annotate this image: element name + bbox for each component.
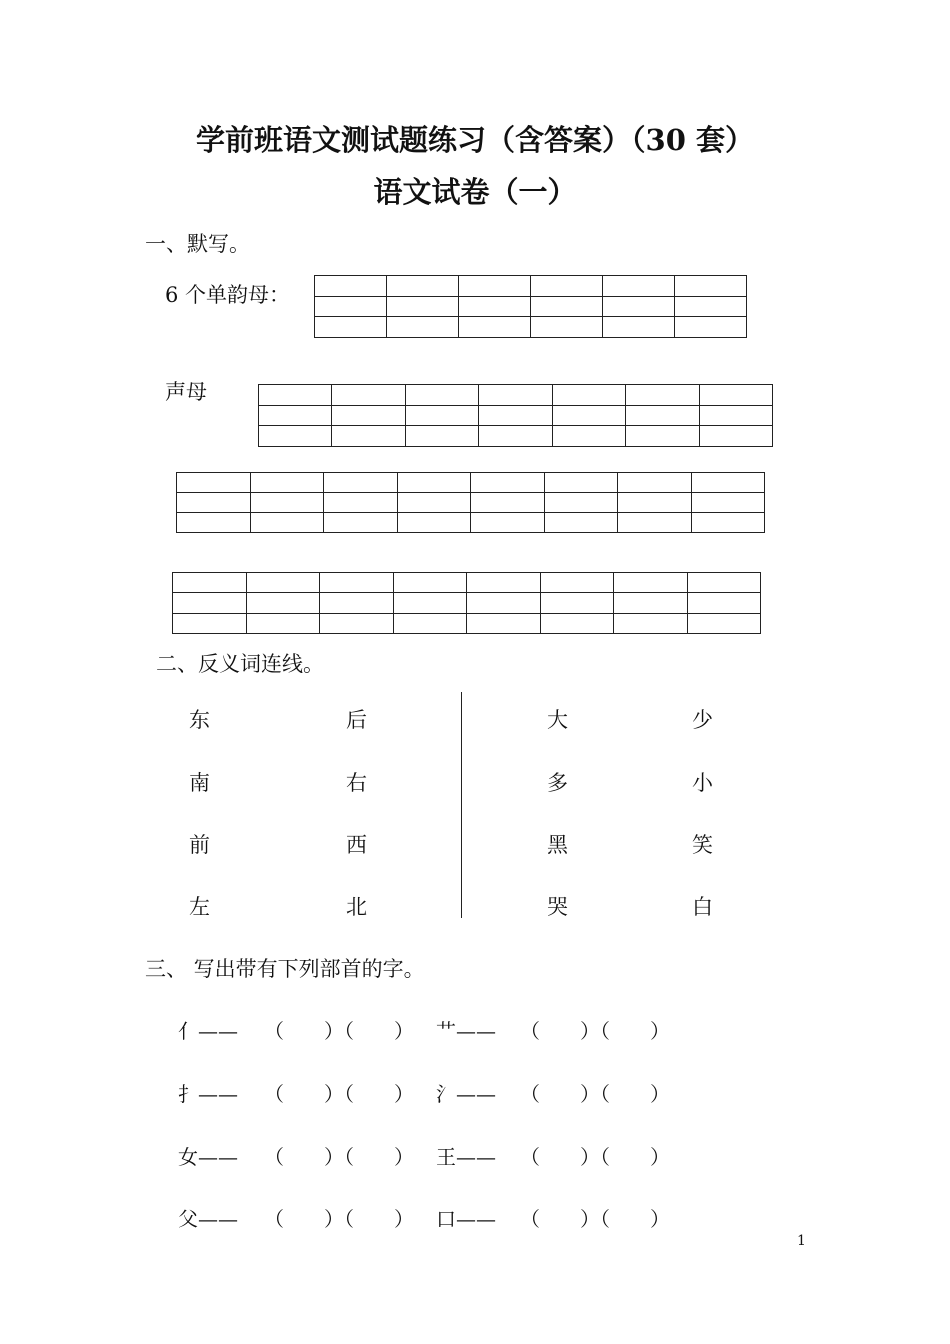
antonym-word[interactable]: 少: [692, 708, 713, 732]
radical-label: 艹——: [436, 1019, 496, 1043]
answer-blanks[interactable]: （ ）（ ）: [520, 1019, 670, 1043]
section-3-heading: 三、 写出带有下列部首的字。: [145, 957, 425, 981]
antonym-word[interactable]: 东: [189, 708, 210, 732]
answer-blanks[interactable]: （ ）（ ）: [264, 1207, 414, 1231]
antonym-word[interactable]: 后: [346, 708, 367, 732]
initials-writing-grid-1[interactable]: [258, 384, 773, 447]
antonym-word[interactable]: 哭: [547, 895, 568, 919]
answer-blanks[interactable]: （ ）（ ）: [520, 1207, 670, 1231]
antonym-word[interactable]: 南: [189, 771, 210, 795]
antonym-word[interactable]: 笑: [692, 833, 713, 857]
antonym-word[interactable]: 左: [189, 895, 210, 919]
radical-label: 亻——: [178, 1019, 238, 1043]
antonym-word[interactable]: 大: [547, 708, 568, 732]
radical-label: 王——: [436, 1145, 496, 1169]
antonym-word[interactable]: 多: [547, 771, 568, 795]
vowels-writing-grid[interactable]: [314, 275, 747, 338]
answer-blanks[interactable]: （ ）（ ）: [264, 1019, 414, 1043]
radical-label: 氵——: [436, 1082, 496, 1106]
initials-label: 声母: [165, 380, 207, 404]
antonym-word[interactable]: 黑: [547, 833, 568, 857]
antonym-word[interactable]: 北: [346, 895, 367, 919]
page-title: 学前班语文测试题练习（含答案）（30 套）: [196, 123, 754, 157]
antonym-word[interactable]: 西: [346, 833, 367, 857]
section-1-heading: 一、默写。: [145, 232, 250, 256]
radical-label: 父——: [178, 1207, 238, 1231]
radical-label: 女——: [178, 1145, 238, 1169]
answer-blanks[interactable]: （ ）（ ）: [520, 1082, 670, 1106]
page-subtitle: 语文试卷（一）: [373, 175, 577, 209]
page-number: 1: [797, 1233, 806, 1249]
antonym-word[interactable]: 小: [692, 771, 713, 795]
answer-blanks[interactable]: （ ）（ ）: [520, 1145, 670, 1169]
column-divider: [461, 692, 462, 918]
answer-blanks[interactable]: （ ）（ ）: [264, 1145, 414, 1169]
initials-writing-grid-2[interactable]: [176, 472, 765, 533]
radical-label: 扌——: [178, 1082, 238, 1106]
vowels-label: 6 个单韵母：: [165, 283, 291, 307]
answer-blanks[interactable]: （ ）（ ）: [264, 1082, 414, 1106]
radical-label: 口——: [436, 1207, 496, 1231]
initials-writing-grid-3[interactable]: [172, 572, 761, 634]
section-2-heading: 二、反义词连线。: [156, 652, 324, 676]
antonym-word[interactable]: 前: [189, 833, 210, 857]
antonym-word[interactable]: 右: [346, 771, 367, 795]
antonym-word[interactable]: 白: [692, 895, 713, 919]
